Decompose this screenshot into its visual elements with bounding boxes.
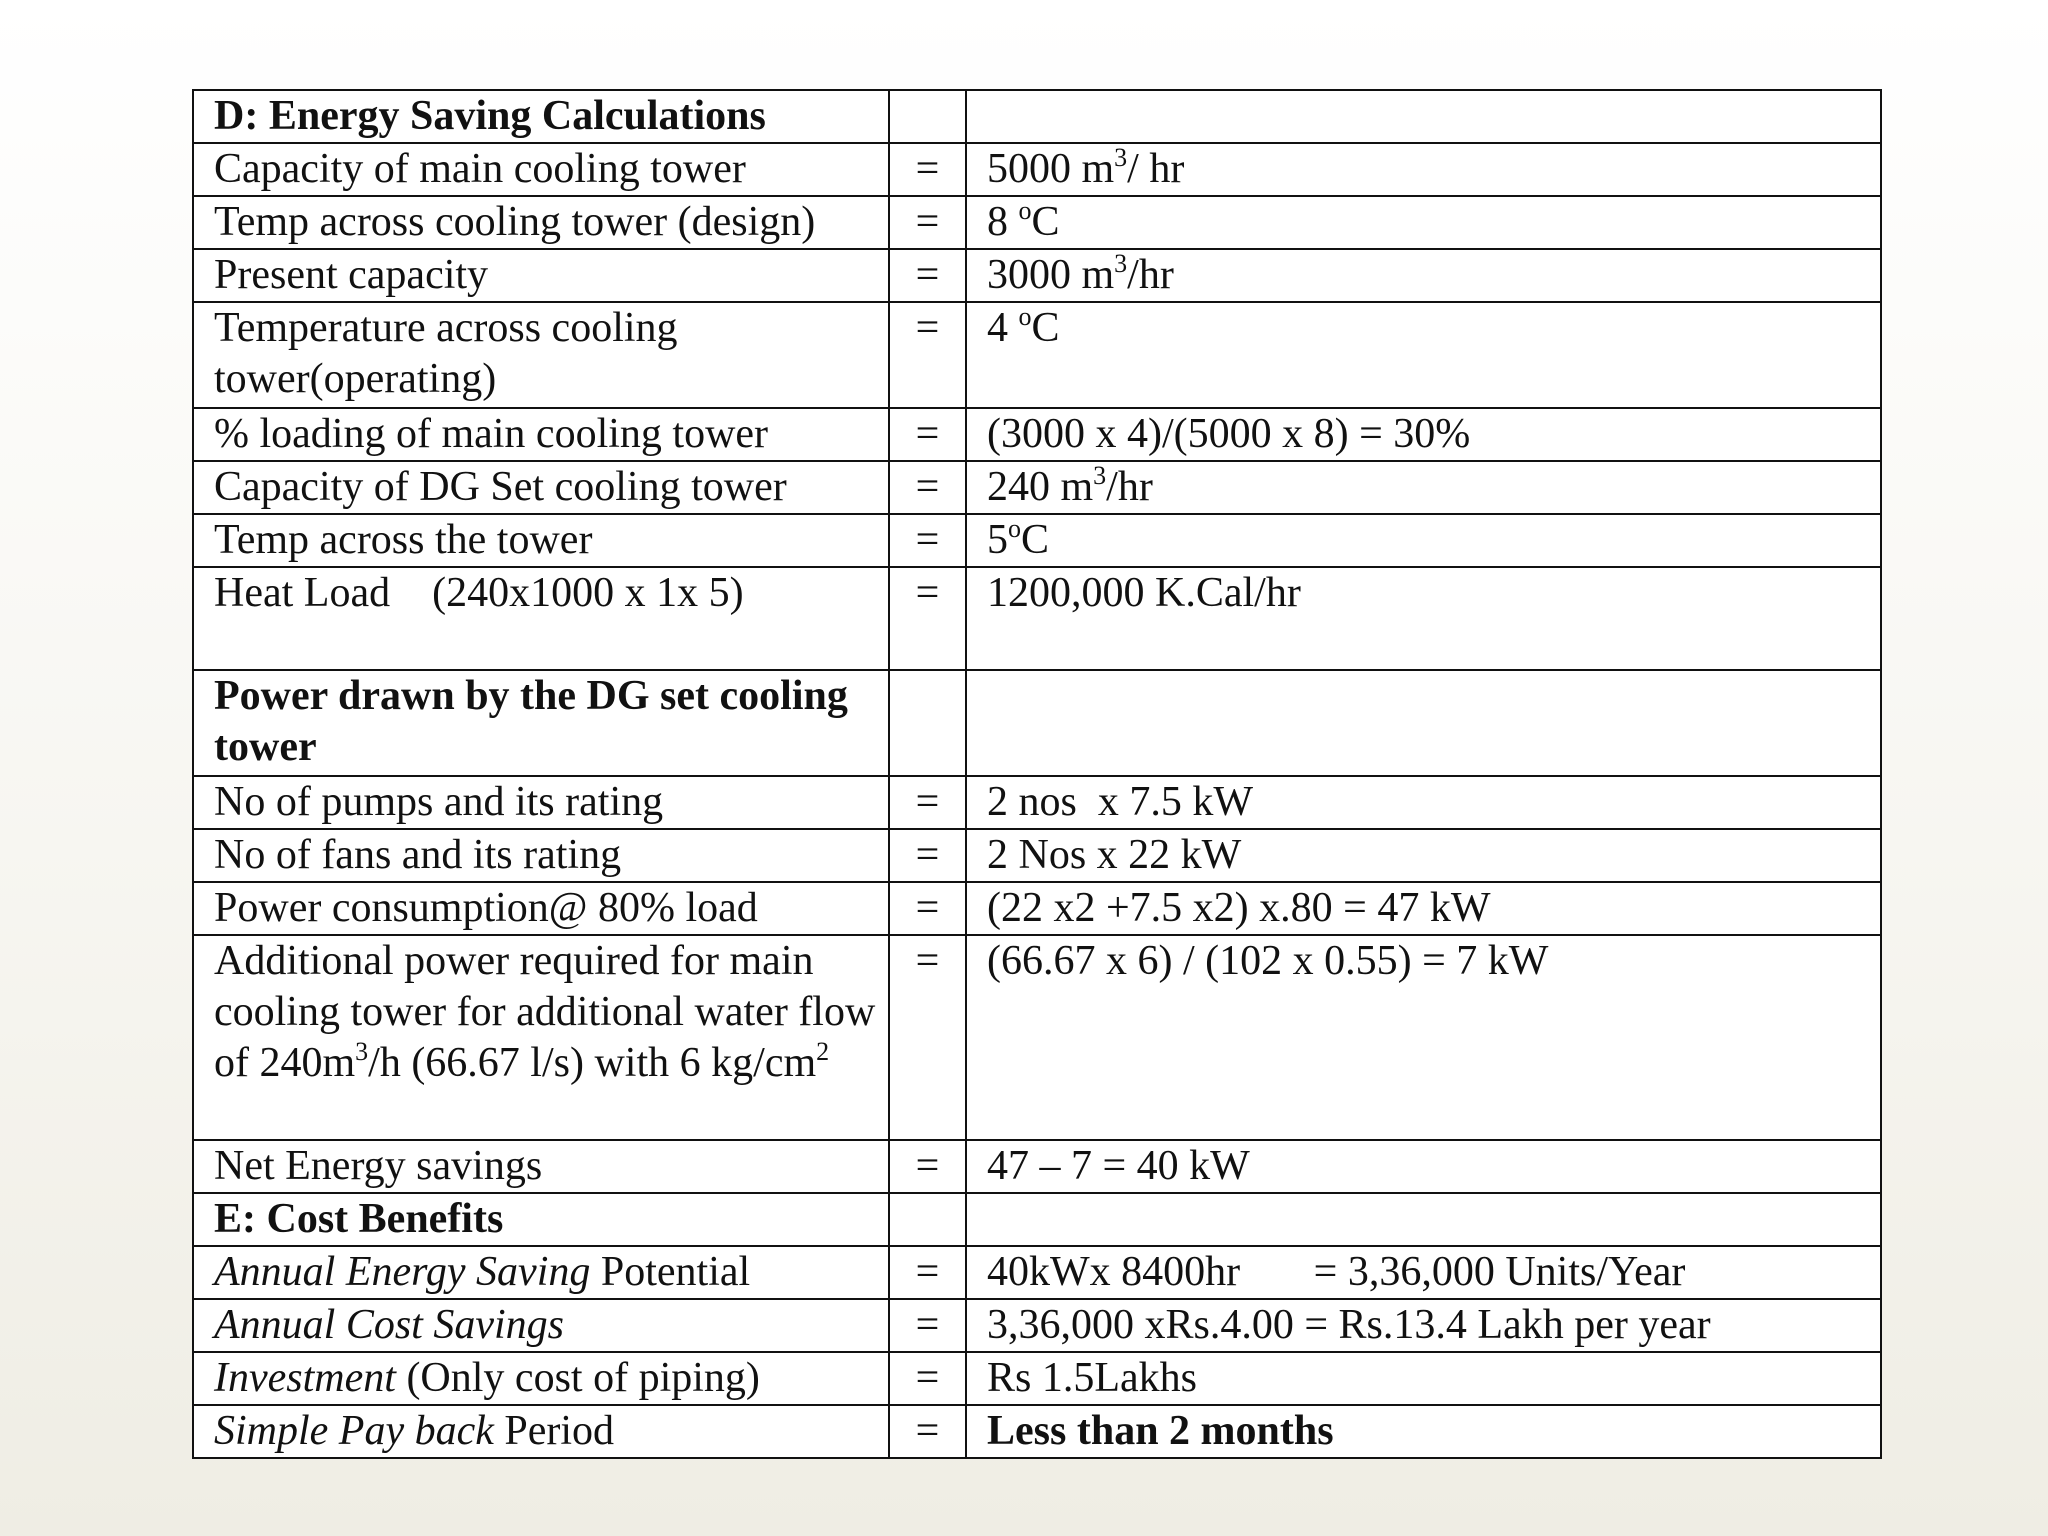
equals-sign: = — [889, 461, 966, 514]
row-value: 40kWx 8400hr = 3,36,000 Units/Year — [966, 1246, 1881, 1299]
equals-sign: = — [889, 935, 966, 1140]
equals-sign: = — [889, 249, 966, 302]
table-row — [193, 1246, 1881, 1299]
equals-sign: = — [889, 1246, 966, 1299]
row-value: 47 – 7 = 40 kW — [966, 1140, 1881, 1193]
equals-sign: = — [889, 567, 966, 670]
row-label: Simple Pay back Period — [193, 1405, 889, 1458]
row-value: Rs 1.5Lakhs — [966, 1352, 1881, 1405]
table-row — [193, 514, 1881, 567]
row-value: (22 x2 +7.5 x2) x.80 = 47 kW — [966, 882, 1881, 935]
row-label: Temp across the tower — [193, 514, 889, 567]
table-row — [193, 829, 1881, 882]
equals-sign: = — [889, 882, 966, 935]
row-value: 2 Nos x 22 kW — [966, 829, 1881, 882]
equals-sign: = — [889, 1352, 966, 1405]
row-value: 4 $^o$C — [966, 302, 1881, 408]
row-label: Investment (Only cost of piping) — [193, 1352, 889, 1405]
table-row — [193, 143, 1881, 196]
row-value: 5000 $m^3/$ hr — [966, 143, 1881, 196]
row-value: 8 $^o$C — [966, 196, 1881, 249]
row-value: 2 nos x 7.5 kW — [966, 776, 1881, 829]
row-label: Capacity of main cooling tower — [193, 143, 889, 196]
row-value: 240 $m^3/hr$ — [966, 461, 1881, 514]
row-value: (66.67 x 6) / (102 x 0.55) = 7 kW — [966, 935, 1881, 1140]
equals-sign: = — [889, 829, 966, 882]
energy-saving-table — [192, 89, 1882, 1459]
row-value: (3000 x 4)/(5000 x 8) = 30% — [966, 408, 1881, 461]
table-row — [193, 196, 1881, 249]
row-value: 3,36,000 xRs.4.00 = Rs.13.4 Lakh per year — [966, 1299, 1881, 1352]
row-label: Net Energy savings — [193, 1140, 889, 1193]
equals-sign: = — [889, 1140, 966, 1193]
row-label: Annual Energy Saving Potential — [193, 1246, 889, 1299]
section-d-heading: D: Energy Saving Calculations — [193, 90, 889, 143]
table-row — [193, 1299, 1881, 1352]
row-label: Additional power required for main cooling tower for additional water flow of $240m^3/h$ (66.67 l/s) with 6 $kg/cm^2$ — [193, 935, 889, 1140]
row-label: % loading of main cooling tower — [193, 408, 889, 461]
table-row — [193, 408, 1881, 461]
row-label: Power consumption@ 80% load — [193, 882, 889, 935]
table-row-section-d — [193, 90, 1881, 143]
equals-sign: = — [889, 302, 966, 408]
payback-value: Less than 2 months — [966, 1405, 1881, 1458]
table-row — [193, 1405, 1881, 1458]
equals-sign: = — [889, 776, 966, 829]
row-label: Temp across cooling tower (design) — [193, 196, 889, 249]
row-value: 3000 $m^3/hr$ — [966, 249, 1881, 302]
table-row — [193, 776, 1881, 829]
row-value: 5$^o$C — [966, 514, 1881, 567]
equals-sign: = — [889, 143, 966, 196]
table-row — [193, 882, 1881, 935]
equals-sign: = — [889, 514, 966, 567]
equals-sign: = — [889, 1299, 966, 1352]
row-value: 1200,000 K.Cal/hr — [966, 567, 1881, 670]
table-row-power-heading — [193, 670, 1881, 776]
table-row — [193, 935, 1881, 1140]
row-label: No of fans and its rating — [193, 829, 889, 882]
row-label: Capacity of DG Set cooling tower — [193, 461, 889, 514]
table-row — [193, 567, 1881, 670]
row-label: Heat Load (240x1000 x 1x 5) — [193, 567, 889, 670]
equals-sign: = — [889, 1405, 966, 1458]
row-label: No of pumps and its rating — [193, 776, 889, 829]
table-row — [193, 461, 1881, 514]
table-row — [193, 302, 1881, 408]
table-row — [193, 249, 1881, 302]
table-row — [193, 1352, 1881, 1405]
row-label: Temperature across cooling tower(operating) — [193, 302, 889, 408]
section-e-heading: E: Cost Benefits — [193, 1193, 889, 1246]
table-row — [193, 1140, 1881, 1193]
equals-sign: = — [889, 196, 966, 249]
equals-sign: = — [889, 408, 966, 461]
row-label: Present capacity — [193, 249, 889, 302]
table-row-section-e — [193, 1193, 1881, 1246]
power-heading: Power drawn by the DG set cooling tower — [193, 670, 889, 776]
row-label: Annual Cost Savings — [193, 1299, 889, 1352]
